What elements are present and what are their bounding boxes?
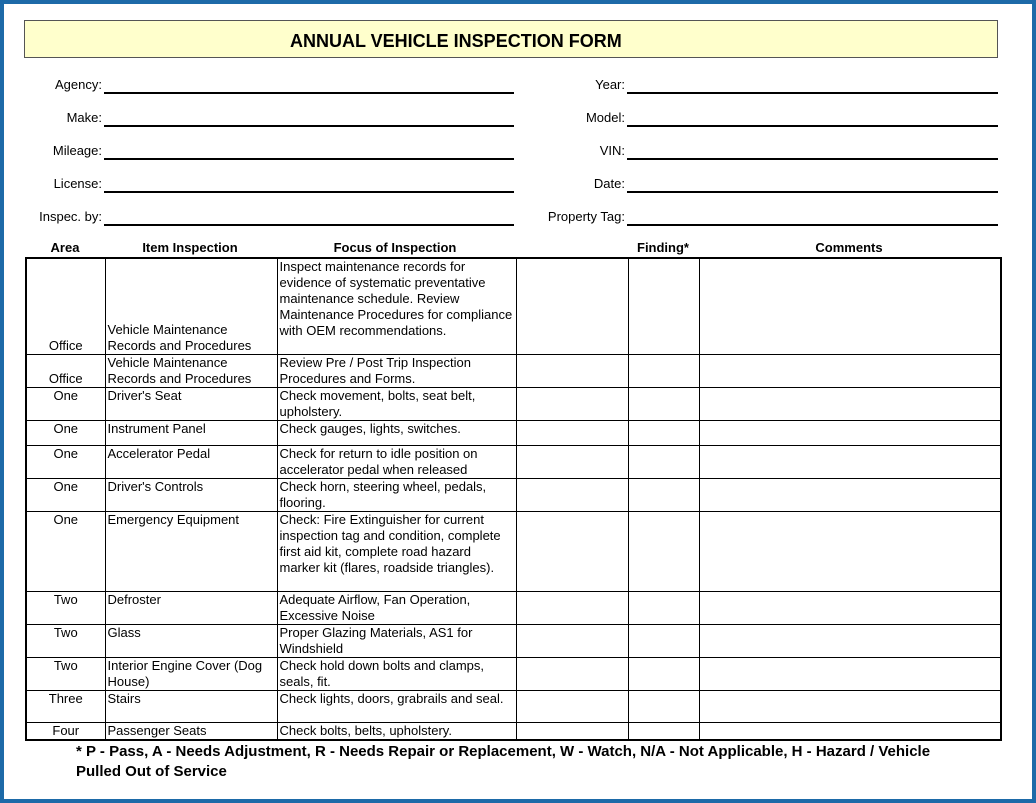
focus-cell: Proper Glazing Materials, AS1 for Windshield	[277, 624, 516, 657]
finding-cell[interactable]	[628, 478, 699, 511]
comments-cell[interactable]	[699, 354, 1001, 387]
mileage-field[interactable]	[104, 158, 514, 160]
blank-cell	[516, 478, 628, 511]
item-cell: Accelerator Pedal	[105, 445, 277, 478]
header-finding: Finding*	[637, 240, 689, 255]
comments-cell[interactable]	[699, 690, 1001, 722]
header-item: Item Inspection	[142, 240, 238, 255]
comments-cell[interactable]	[699, 258, 1001, 354]
focus-cell: Check gauges, lights, switches.	[277, 420, 516, 445]
area-cell: One	[26, 511, 105, 591]
blank-cell	[516, 258, 628, 354]
table-row	[26, 420, 1001, 445]
blank-cell	[516, 690, 628, 722]
area-cell: Two	[26, 624, 105, 657]
table-row	[26, 657, 1001, 690]
finding-cell[interactable]	[628, 624, 699, 657]
focus-cell: Check: Fire Extinguisher for current inspection tag and condition, complete first aid kit, complete road hazard marker kit (flares, roadside triangles).	[277, 511, 516, 591]
inspection-table	[25, 257, 1002, 741]
blank-cell	[516, 722, 628, 740]
item-cell: Instrument Panel	[105, 420, 277, 445]
comments-cell[interactable]	[699, 657, 1001, 690]
area-cell: One	[26, 420, 105, 445]
area-cell: One	[26, 387, 105, 420]
finding-cell[interactable]	[628, 511, 699, 591]
blank-cell	[516, 624, 628, 657]
focus-cell: Check bolts, belts, upholstery.	[277, 722, 516, 740]
blank-cell	[516, 511, 628, 591]
area-cell: Three	[26, 690, 105, 722]
comments-cell[interactable]	[699, 478, 1001, 511]
finding-cell[interactable]	[628, 354, 699, 387]
vin-label: VIN:	[599, 143, 625, 158]
license-label: License:	[53, 176, 102, 191]
date-field[interactable]	[627, 191, 998, 193]
finding-cell[interactable]	[628, 722, 699, 740]
focus-cell: Check hold down bolts and clamps, seals, fit.	[277, 657, 516, 690]
item-cell: Driver's Seat	[105, 387, 277, 420]
area-cell: Two	[26, 591, 105, 624]
make-field[interactable]	[104, 125, 514, 127]
mileage-label: Mileage:	[52, 143, 102, 158]
table-row	[26, 722, 1001, 740]
area-cell: Office	[26, 258, 105, 354]
property-tag-field[interactable]	[627, 224, 998, 226]
blank-cell	[516, 445, 628, 478]
header-comments: Comments	[815, 240, 883, 255]
item-cell: Defroster	[105, 591, 277, 624]
comments-cell[interactable]	[699, 624, 1001, 657]
item-cell: Vehicle Maintenance Records and Procedures	[105, 354, 277, 387]
property-tag-label: Property Tag:	[547, 209, 625, 224]
comments-cell[interactable]	[699, 420, 1001, 445]
agency-field[interactable]	[104, 92, 514, 94]
item-cell: Passenger Seats	[105, 722, 277, 740]
focus-cell: Review Pre / Post Trip Inspection Procedures and Forms.	[277, 354, 516, 387]
item-cell: Driver's Controls	[105, 478, 277, 511]
blank-cell	[516, 591, 628, 624]
comments-cell[interactable]	[699, 511, 1001, 591]
comments-cell[interactable]	[699, 722, 1001, 740]
license-field[interactable]	[104, 191, 514, 193]
table-row	[26, 624, 1001, 657]
item-cell: Interior Engine Cover (Dog House)	[105, 657, 277, 690]
finding-cell[interactable]	[628, 690, 699, 722]
finding-legend: * P - Pass, A - Needs Adjustment, R - Needs Repair or Replacement, W - Watch, N/A - Not Applicable, H - Hazard / Vehicle Pulled Out of Service	[76, 743, 931, 780]
focus-cell: Inspect maintenance records for evidence of systematic preventative maintenance schedule. Review Maintenance Procedures for compliance with OEM recommendations.	[277, 258, 516, 354]
page-title: ANNUAL VEHICLE INSPECTION FORM	[290, 31, 622, 51]
blank-cell	[516, 387, 628, 420]
vin-field[interactable]	[627, 158, 998, 160]
comments-cell[interactable]	[699, 387, 1001, 420]
date-label: Date:	[593, 176, 625, 191]
table-row	[26, 591, 1001, 624]
table-row	[26, 478, 1001, 511]
finding-cell[interactable]	[628, 445, 699, 478]
year-label: Year:	[595, 77, 625, 92]
agency-label: Agency:	[55, 77, 102, 92]
blank-cell	[516, 354, 628, 387]
item-cell: Vehicle Maintenance Records and Procedures	[105, 258, 277, 354]
header-area: Area	[50, 240, 80, 255]
title-bar	[24, 20, 998, 58]
blank-cell	[516, 420, 628, 445]
area-cell: Office	[26, 354, 105, 387]
table-row	[26, 354, 1001, 387]
focus-cell: Check for return to idle position on accelerator pedal when released	[277, 445, 516, 478]
inspec-by-field[interactable]	[104, 224, 514, 226]
area-cell: One	[26, 478, 105, 511]
focus-cell: Check horn, steering wheel, pedals, flooring.	[277, 478, 516, 511]
header-focus: Focus of Inspection	[333, 240, 457, 255]
inspec-by-label: Inspec. by:	[39, 209, 102, 224]
finding-cell[interactable]	[628, 387, 699, 420]
finding-cell[interactable]	[628, 258, 699, 354]
focus-cell: Adequate Airflow, Fan Operation, Excessive Noise	[277, 591, 516, 624]
model-label: Model:	[585, 110, 625, 125]
focus-cell: Check lights, doors, grabrails and seal.	[277, 690, 516, 722]
item-cell: Stairs	[105, 690, 277, 722]
focus-cell: Check movement, bolts, seat belt, upholstery.	[277, 387, 516, 420]
finding-cell[interactable]	[628, 420, 699, 445]
item-cell: Emergency Equipment	[105, 511, 277, 591]
finding-cell[interactable]	[628, 591, 699, 624]
comments-cell[interactable]	[699, 445, 1001, 478]
area-cell: Two	[26, 657, 105, 690]
model-field[interactable]	[627, 125, 998, 127]
table-row	[26, 445, 1001, 478]
make-label: Make:	[66, 110, 102, 125]
finding-cell[interactable]	[628, 657, 699, 690]
table-row	[26, 258, 1001, 354]
item-cell: Glass	[105, 624, 277, 657]
blank-cell	[516, 657, 628, 690]
table-row	[26, 387, 1001, 420]
area-cell: One	[26, 445, 105, 478]
table-row	[26, 690, 1001, 722]
year-field[interactable]	[627, 92, 998, 94]
area-cell: Four	[26, 722, 105, 740]
comments-cell[interactable]	[699, 591, 1001, 624]
table-row	[26, 511, 1001, 591]
